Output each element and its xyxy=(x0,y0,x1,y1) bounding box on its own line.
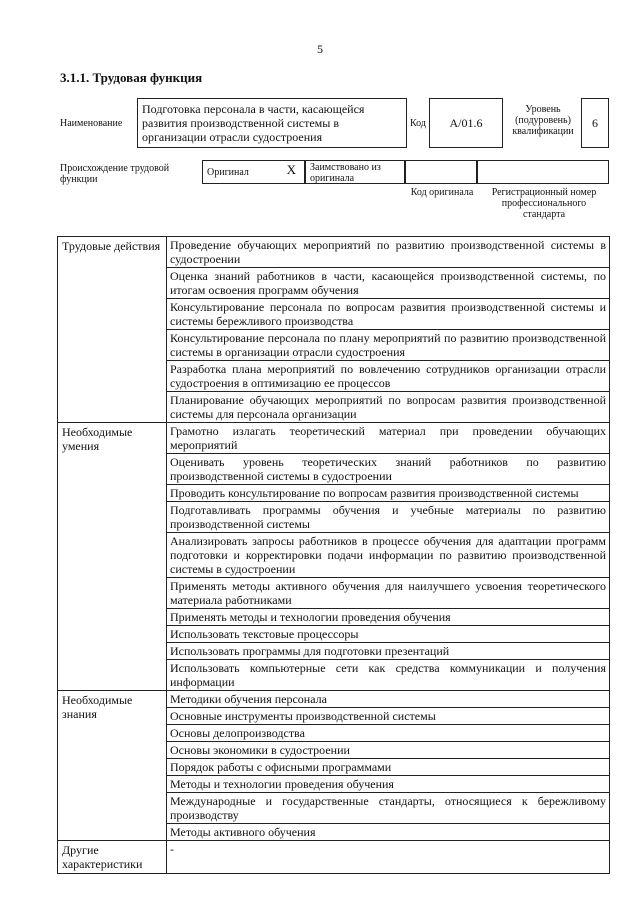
table-row xyxy=(58,423,610,454)
original-label: Оригинал xyxy=(207,166,249,178)
table-row xyxy=(58,237,610,268)
section-item: Использовать компьютерные сети как средства коммуникации и получения информации xyxy=(167,660,610,691)
section-item: Методы активного обучения xyxy=(167,824,610,841)
table-row xyxy=(58,841,610,874)
name-value: Подготовка персонала в части, касающейся развития производственной системы в организации отрасли судостроения xyxy=(137,98,407,148)
section-header: Необходимые умения xyxy=(58,423,167,691)
level-value: 6 xyxy=(581,98,609,148)
section-header: Трудовые действия xyxy=(58,237,167,423)
section-item: Основы экономики в судостроении xyxy=(167,742,610,759)
code-value: А/01.6 xyxy=(429,98,503,148)
section-item: Оценивать уровень теоретических знаний работников по развитию производственной системы в судостроении xyxy=(167,454,610,485)
section-item: Анализировать запросы работников в процессе обучения для адаптации программ подготовки и корректировки подачи информации по развитию производственной системы в судостроении xyxy=(167,533,610,578)
reg-number-caption: Регистрационный номер профессионального стандарта xyxy=(491,187,597,220)
code-label: Код xyxy=(410,118,426,129)
page-number: 5 xyxy=(317,42,323,56)
section-item: Проведение обучающих мероприятий по развитию производственной системы в судостроении xyxy=(167,237,610,268)
code-original-caption: Код оригинала xyxy=(410,187,474,198)
section-item: Порядок работы с офисными программами xyxy=(167,759,610,776)
section-header: Необходимые знания xyxy=(58,691,167,841)
original-mark: X xyxy=(286,162,296,177)
section-item: Консультирование персонала по вопросам развития производственной системы и системы бережливого производства xyxy=(167,299,610,330)
table-row xyxy=(58,691,610,708)
section-item: Основы делопроизводства xyxy=(167,725,610,742)
section-item: Разработка плана мероприятий по вовлечению сотрудников организации отрасли судостроения в оптимизацию ее процессов xyxy=(167,361,610,392)
section-item: Грамотно излагать теоретический материал при проведении обучающих мероприятий xyxy=(167,423,610,454)
section-item: Оценка знаний работников в части, касающейся производственной системы, по итогам освоения программ обучения xyxy=(167,268,610,299)
section-item: Подготавливать программы обучения и учебные материалы по развитию производственной системы xyxy=(167,502,610,533)
section-item: Использовать текстовые процессоры xyxy=(167,626,610,643)
section-title: 3.1.1. Трудовая функция xyxy=(60,70,203,85)
section-item: - xyxy=(167,841,610,874)
section-header: Другие характеристики xyxy=(58,841,167,874)
section-item: Методы и технологии проведения обучения xyxy=(167,776,610,793)
section-item: Консультирование персонала по плану мероприятий по развитию производственной системы в организации отрасли судостроения xyxy=(167,330,610,361)
section-item: Международные и государственные стандарты, относящиеся к бережливому производству xyxy=(167,793,610,824)
original-cell xyxy=(202,160,305,184)
level-label: Уровень (подуровень) квалификации xyxy=(512,104,574,137)
name-label: Наименование xyxy=(60,118,123,129)
original-code-cell xyxy=(405,160,477,184)
section-item: Планирование обучающих мероприятий по вопросам развития производственной системы для персонала организации xyxy=(167,392,610,423)
section-item: Применять методы и технологии проведения обучения xyxy=(167,609,610,626)
reg-number-cell xyxy=(477,160,609,184)
section-item: Основные инструменты производственной системы xyxy=(167,708,610,725)
section-item: Методики обучения персонала xyxy=(167,691,610,708)
section-item: Применять методы активного обучения для наилучшего усвоения теоретического материала работниками xyxy=(167,578,610,609)
borrowed-label: Заимствовано из оригинала xyxy=(305,160,405,184)
origin-label: Происхождение трудовой функции xyxy=(60,163,170,185)
section-item: Использовать программы для подготовки презентаций xyxy=(167,643,610,660)
function-table xyxy=(57,236,610,874)
section-item: Проводить консультирование по вопросам развития производственной системы xyxy=(167,485,610,502)
